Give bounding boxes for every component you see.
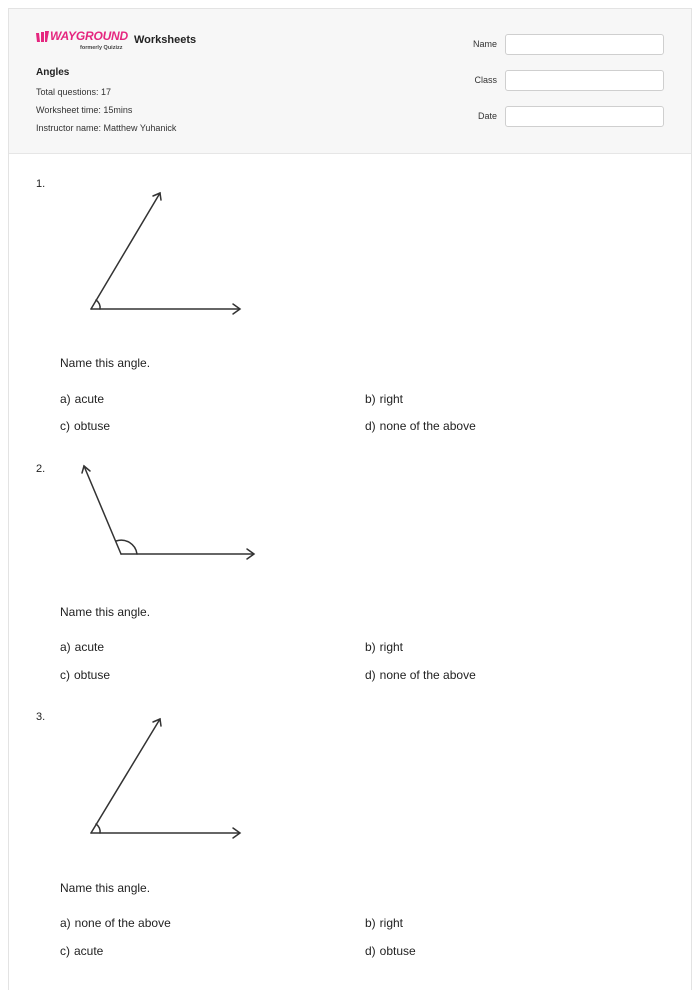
option-text: obtuse	[379, 944, 416, 958]
question-1	[9, 176, 691, 436]
option-b[interactable]	[365, 640, 403, 654]
option-letter: a)	[60, 640, 71, 654]
option-letter: b)	[365, 392, 376, 406]
option-text: acute	[74, 392, 105, 406]
date-label: Date	[477, 111, 497, 121]
name-field[interactable]	[505, 34, 664, 55]
class-field[interactable]	[505, 70, 664, 91]
option-letter: b)	[365, 640, 376, 654]
question-prompt: Name this angle.	[60, 356, 151, 370]
option-letter: c)	[60, 668, 70, 682]
option-letter: d)	[365, 419, 376, 433]
option-c[interactable]	[60, 419, 110, 433]
logo-tagline: formerly Quizizz	[80, 45, 123, 51]
logo-wordmark: WAYGROUND	[50, 29, 128, 43]
option-b[interactable]	[365, 392, 403, 406]
option-letter: a)	[60, 916, 71, 930]
option-text: none of the above	[379, 668, 476, 682]
option-text: acute	[74, 640, 105, 654]
question-2	[9, 461, 691, 681]
option-text: none of the above	[74, 916, 171, 930]
option-d[interactable]	[365, 668, 476, 682]
instructor-name: Instructor name: Matthew Yuhanick	[36, 123, 177, 133]
date-field[interactable]	[505, 106, 664, 127]
option-text: obtuse	[74, 419, 111, 433]
question-3	[9, 709, 691, 964]
option-c[interactable]	[60, 668, 110, 682]
question-number: 2.	[36, 463, 46, 475]
option-d[interactable]	[365, 944, 416, 958]
question-prompt: Name this angle.	[60, 605, 151, 619]
option-a[interactable]	[60, 916, 171, 930]
option-letter: a)	[60, 392, 71, 406]
option-letter: c)	[60, 419, 70, 433]
question-number: 1.	[36, 178, 46, 190]
option-letter: d)	[365, 668, 376, 682]
name-label: Name	[472, 39, 497, 49]
question-prompt: Name this angle.	[60, 881, 151, 895]
option-text: right	[379, 640, 404, 654]
acute-angle-icon	[69, 181, 259, 316]
worksheet-header	[9, 9, 691, 154]
option-letter: b)	[365, 916, 376, 930]
total-questions: Total questions: 17	[36, 87, 112, 97]
question-number: 3.	[36, 711, 46, 723]
option-b[interactable]	[365, 916, 403, 930]
class-label: Class	[474, 75, 497, 85]
product-name: Worksheets	[134, 34, 197, 46]
option-a[interactable]	[60, 640, 104, 654]
option-text: right	[379, 916, 404, 930]
option-text: none of the above	[379, 419, 476, 433]
option-letter: c)	[60, 944, 70, 958]
option-a[interactable]	[60, 392, 104, 406]
option-text: acute	[74, 944, 104, 958]
wayground-logo-icon	[36, 31, 50, 43]
worksheet-meta	[36, 67, 176, 137]
acute-angle-icon	[69, 713, 259, 843]
worksheet-time: Worksheet time: 15mins	[36, 105, 133, 115]
worksheet-title: Angles	[36, 67, 70, 78]
option-text: obtuse	[74, 668, 111, 682]
option-c[interactable]	[60, 944, 103, 958]
obtuse-angle-icon	[69, 461, 269, 561]
option-d[interactable]	[365, 419, 476, 433]
option-text: right	[379, 392, 404, 406]
worksheet-page	[8, 8, 692, 990]
option-letter: d)	[365, 944, 376, 958]
